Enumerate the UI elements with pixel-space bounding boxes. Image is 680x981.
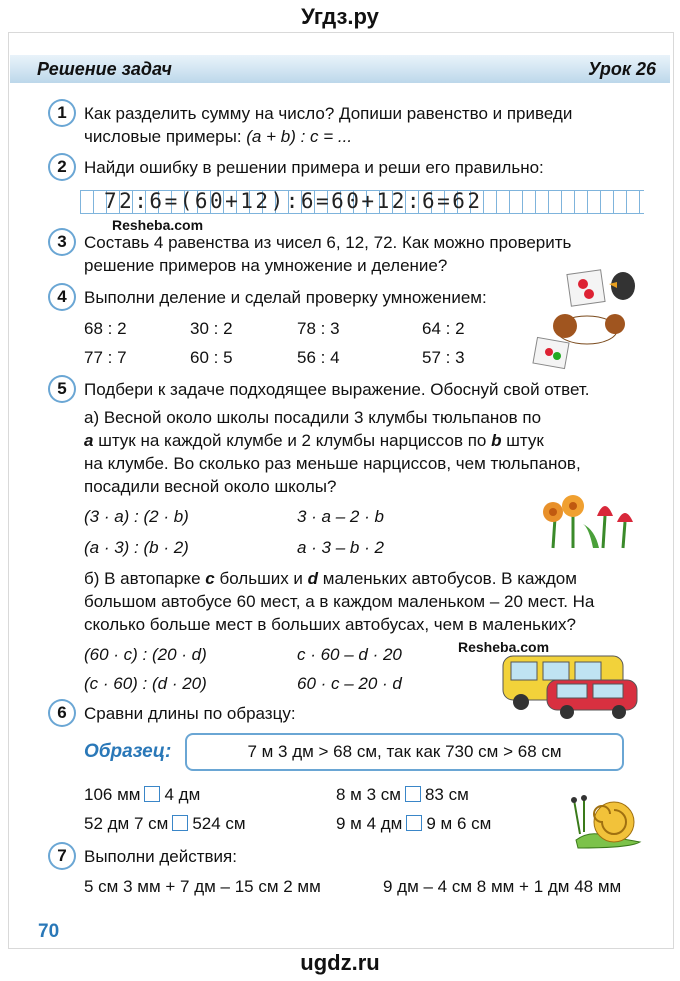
flowers-illustration <box>533 488 643 553</box>
watermark-1: Resheba.com <box>112 217 204 233</box>
watermark-2: Resheba.com <box>458 639 550 655</box>
comparison-right: 524 см <box>192 814 246 833</box>
handwritten-solution: 72:6=(60+12):6=60+12:6=62 <box>104 189 483 213</box>
task-4-example: 64 : 2 <box>422 319 465 338</box>
task-4-example: 60 : 5 <box>190 348 233 367</box>
task-4-example: 56 : 4 <box>297 348 340 367</box>
comparison-1 <box>84 784 200 806</box>
task-5a-expression: 3 · a – 2 · b <box>297 507 384 526</box>
answer-box[interactable] <box>172 815 188 831</box>
task-number-5: 5 <box>50 377 74 401</box>
comparison-left: 52 дм 7 см <box>84 814 169 833</box>
task-5b-expression: c · 60 – d · 20 <box>297 645 402 664</box>
task-number-2: 2 <box>50 155 74 179</box>
task-5a-line3: на клумбе. Во сколько раз меньше нарциссов, чем тюльпанов, <box>84 454 581 473</box>
page-number: 70 <box>38 921 60 942</box>
site-title-top: Угдз.ру <box>301 4 379 29</box>
task-5b-text: маленьких автобусов. В каждом <box>318 569 577 588</box>
buses-illustration <box>497 650 645 720</box>
task-7-text: Выполни действия: <box>84 847 237 866</box>
task-4-example: 30 : 2 <box>190 319 233 338</box>
task-1-text-line1: Как разделить сумму на число? Допиши равенство и приведи <box>84 104 573 123</box>
sample-label: Образец: <box>84 741 172 762</box>
site-title-bottom: ugdz.ru <box>300 950 380 975</box>
task-number-7: 7 <box>50 844 74 868</box>
task-5b-text: б) В автопарке <box>84 569 206 588</box>
task-5-text: Подбери к задаче подходящее выражение. Обоснуй свой ответ. <box>84 380 590 399</box>
task-number-6: 6 <box>50 701 74 725</box>
task-number-4: 4 <box>50 285 74 309</box>
task-4-example: 57 : 3 <box>422 348 465 367</box>
task-2-text: Найди ошибку в решении примера и реши его правильно: <box>84 158 544 177</box>
task-5b-line1 <box>84 568 577 590</box>
task-1-text-line2 <box>84 126 352 148</box>
task-7-expression: 5 см 3 мм + 7 дм – 15 см 2 мм <box>84 877 321 896</box>
task-5a-text: штук <box>501 431 544 450</box>
task-5a-line2 <box>84 430 544 452</box>
task-5a-line1: а) Весной около школы посадили 3 клумбы тюльпанов по <box>84 408 542 427</box>
task-3-text-line1: Составь 4 равенства из чисел 6, 12, 72. Как можно проверить <box>84 233 572 252</box>
task-1-text: числовые примеры: <box>84 127 247 146</box>
task-4-example: 68 : 2 <box>84 319 127 338</box>
comparison-left: 8 м 3 см <box>336 785 401 804</box>
task-5b-expression: (60 · c) : (20 · d) <box>84 645 207 664</box>
comparison-right: 83 см <box>424 785 469 804</box>
variable-b: b <box>491 431 502 450</box>
task-3-text-line2: решение примеров на умножение и деление? <box>84 256 448 275</box>
answer-box[interactable] <box>405 786 421 802</box>
comparison-left: 106 мм <box>84 785 141 804</box>
dog-bird-illustration <box>525 262 650 372</box>
comparison-2 <box>336 784 469 806</box>
task-7-expression: 9 дм – 4 см 8 мм + 1 дм 48 мм <box>383 877 622 896</box>
lesson-number: Урок 26 <box>588 59 656 79</box>
variable-d: d <box>307 569 319 588</box>
task-4-example: 78 : 3 <box>297 319 340 338</box>
task-5b-expression: 60 · c – 20 · d <box>297 674 402 693</box>
task-number-3: 3 <box>50 230 74 254</box>
comparison-4 <box>336 813 491 835</box>
task-6-text: Сравни длины по образцу: <box>84 704 296 723</box>
task-1-expression: (a + b) : c = ... <box>246 127 353 146</box>
task-5b-line3: сколько больше мест в больших автобусах, чем в маленьких? <box>84 615 576 634</box>
answer-box[interactable] <box>406 815 422 831</box>
task-4-example: 77 : 7 <box>84 348 127 367</box>
task-5b-line2: большом автобусе 60 мест, а в каждом маленьком – 20 мест. На <box>84 592 595 611</box>
task-5a-expression: (a · 3) : (b · 2) <box>84 538 189 557</box>
task-5a-expression: (3 · a) : (2 · b) <box>84 507 189 526</box>
comparison-right: 9 м 6 см <box>426 814 492 833</box>
task-4-text: Выполни деление и сделай проверку умножением: <box>84 288 487 307</box>
task-5a-expression: a · 3 – b · 2 <box>297 538 384 557</box>
sample-box: 7 м 3 дм > 68 см, так как 730 см > 68 см <box>185 733 624 771</box>
comparison-right: 4 дм <box>164 785 201 804</box>
task-number-1: 1 <box>50 101 74 125</box>
task-5b-text: больших и <box>214 569 308 588</box>
snail-illustration <box>570 790 646 852</box>
task-5a-line4: посадили весной около школы? <box>84 477 337 496</box>
lesson-topic: Решение задач <box>37 59 172 79</box>
variable-a: a <box>84 431 94 450</box>
task-5b-expression: (c · 60) : (d · 20) <box>84 674 207 693</box>
comparison-left: 9 м 4 дм <box>336 814 403 833</box>
answer-box[interactable] <box>144 786 160 802</box>
task-5a-text: штук на каждой клумбе и 2 клумбы нарциссов по <box>93 431 492 450</box>
comparison-3 <box>84 813 246 835</box>
variable-c: c <box>205 569 215 588</box>
